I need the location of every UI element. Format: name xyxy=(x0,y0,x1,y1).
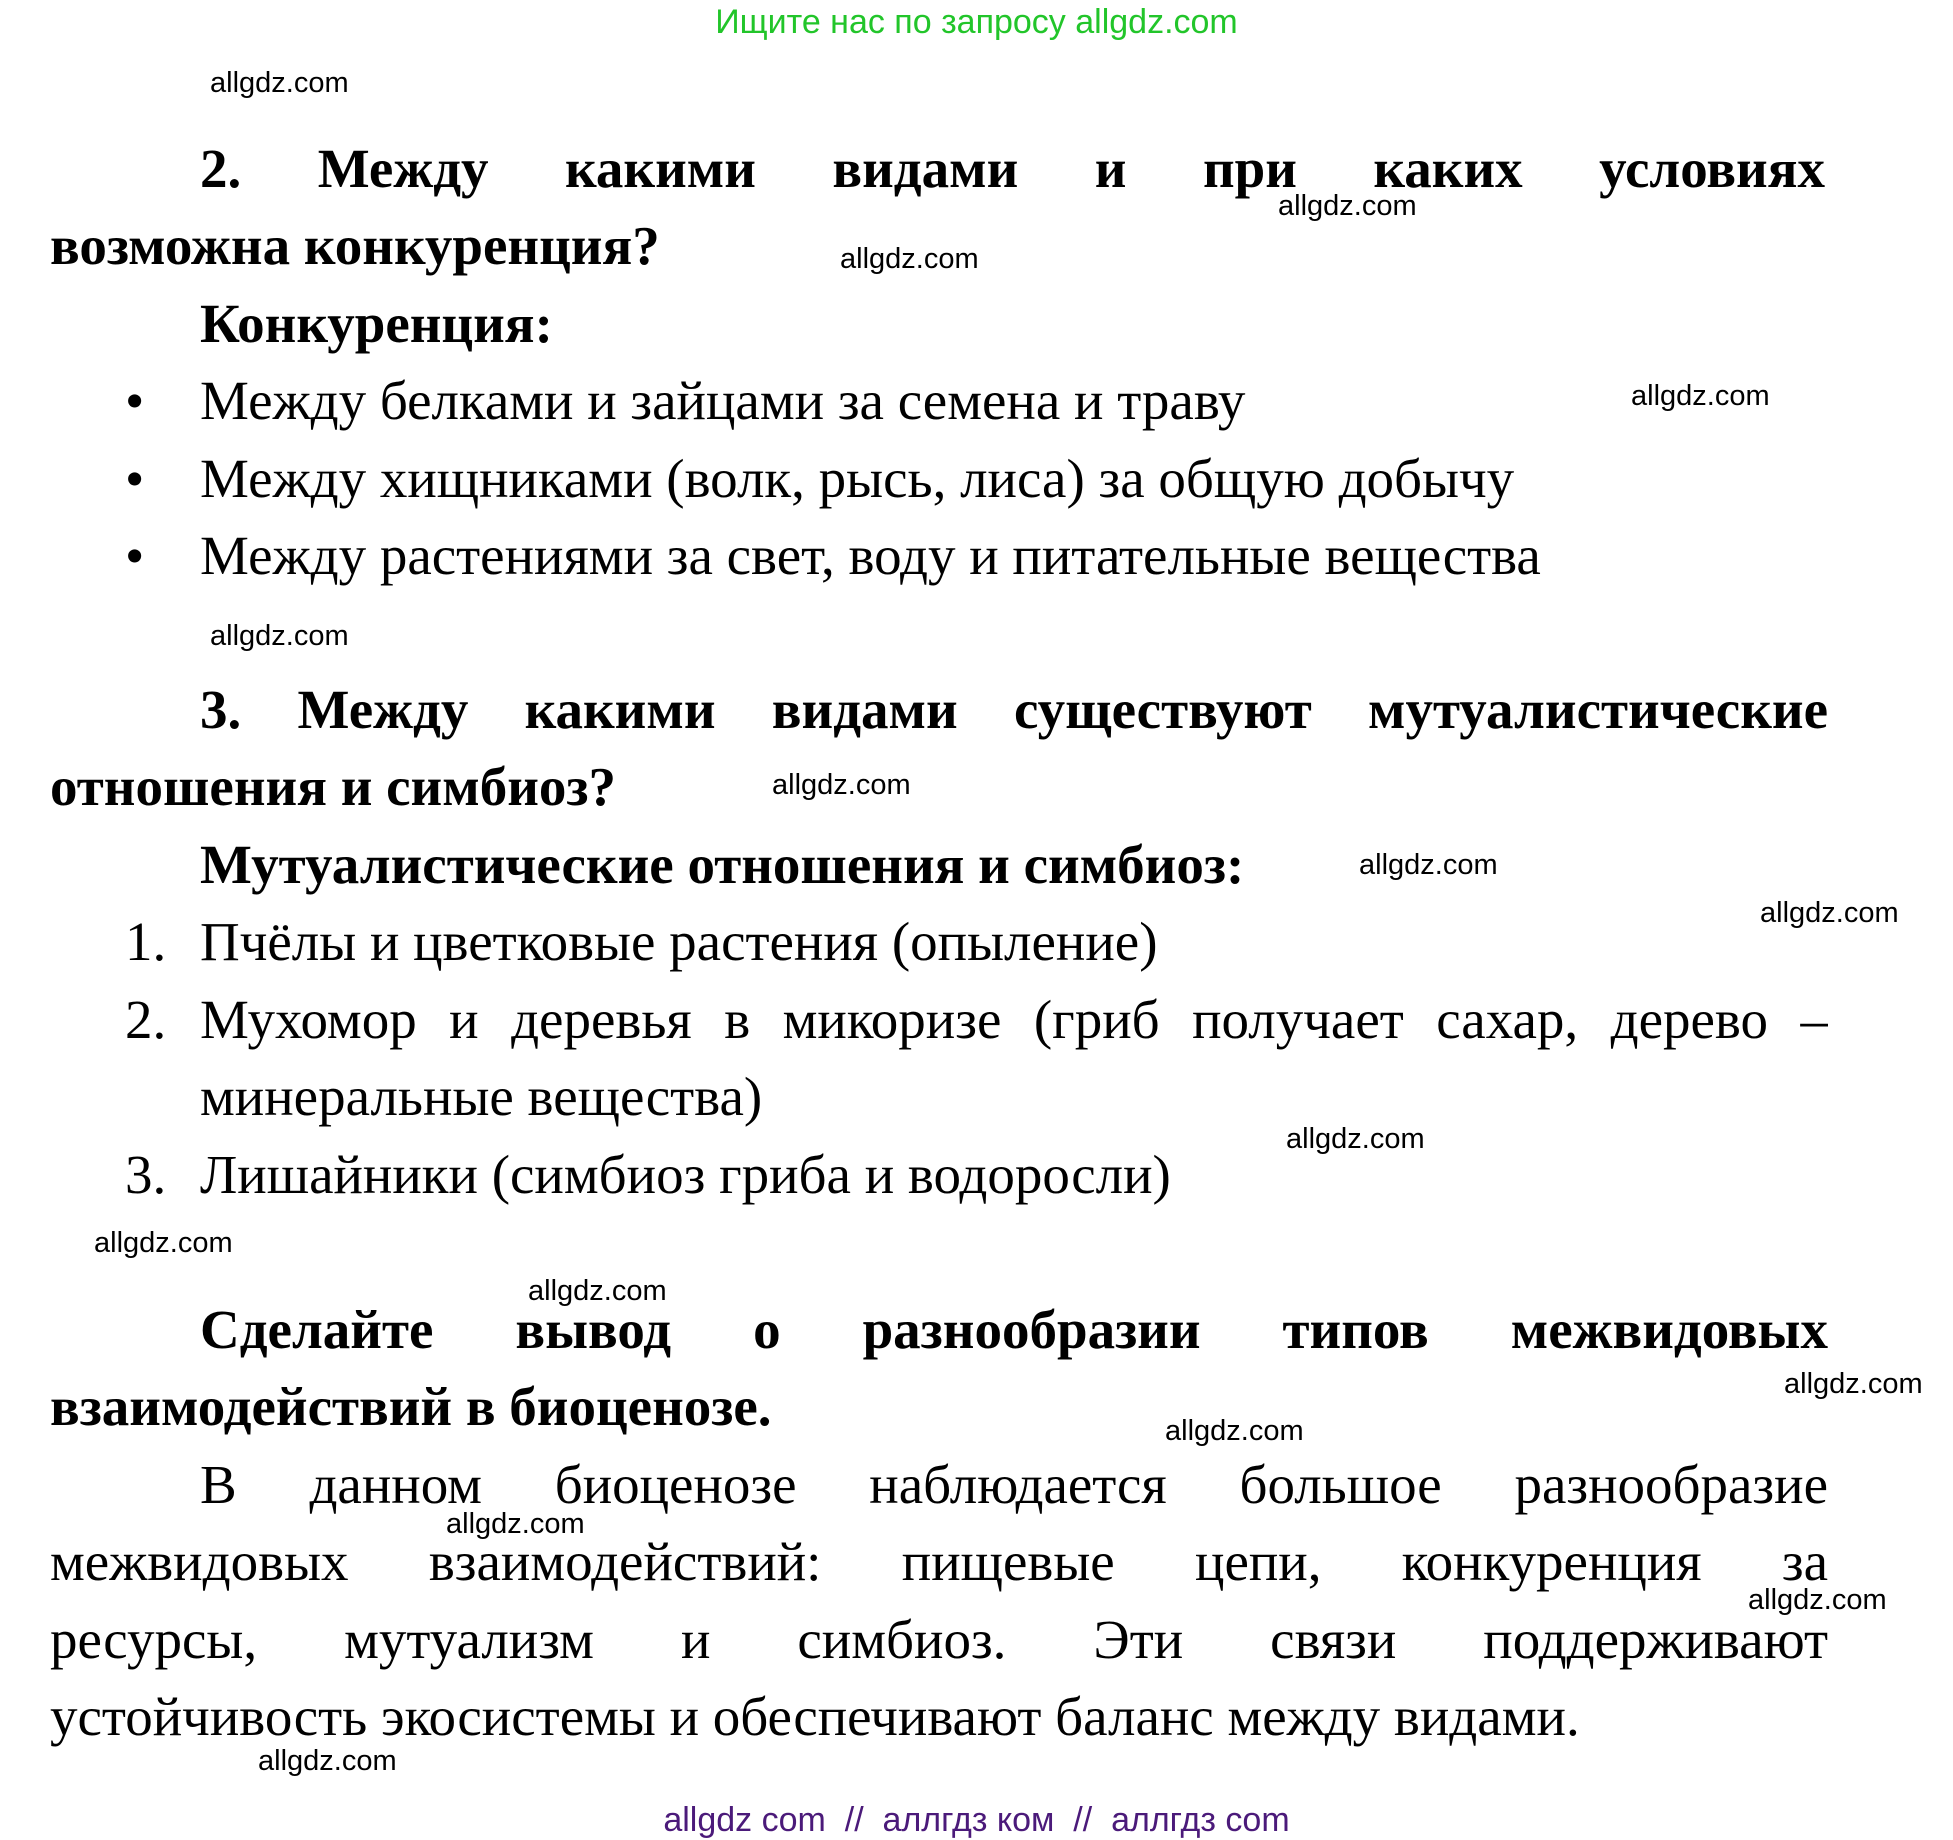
conclusion-text-line: межвидовых взаимодействий: пищевые цепи, конкуренция за xyxy=(50,1531,1828,1592)
bullet-icon: • xyxy=(125,370,145,431)
watermark: allgdz.com xyxy=(528,1275,667,1307)
conclusion-text-line: ресурсы, мутуализм и симбиоз. Эти связи поддерживают xyxy=(50,1609,1828,1670)
bullet-icon: • xyxy=(125,448,145,509)
list-item: Лишайники (симбиоз гриба и водоросли) xyxy=(200,1144,1171,1205)
list-item: Пчёлы и цветковые растения (опыление) xyxy=(200,911,1158,972)
footer-banner: allgdz com // аллгдз ком // аллгдз com xyxy=(663,1801,1290,1839)
bullet-item: Между хищниками (волк, рысь, лиса) за общую добычу xyxy=(200,448,1515,509)
conclusion-question-line-2: взаимодействий в биоценозе. xyxy=(50,1376,772,1437)
header-banner: Ищите нас по запросу allgdz.com xyxy=(715,3,1238,41)
watermark: allgdz.com xyxy=(1631,380,1770,412)
watermark: allgdz.com xyxy=(258,1745,397,1777)
competition-heading: Конкуренция: xyxy=(200,293,553,354)
list-item: Мухомор и деревья в микоризе (гриб получает сахар, дерево – xyxy=(200,989,1828,1050)
mutualism-heading: Мутуалистические отношения и симбиоз: xyxy=(200,834,1245,895)
list-number: 3. xyxy=(125,1144,167,1205)
watermark: allgdz.com xyxy=(446,1508,585,1540)
watermark: allgdz.com xyxy=(1760,897,1899,929)
bullet-item: Между белками и зайцами за семена и траву xyxy=(200,370,1246,431)
conclusion-question-line-1: Сделайте вывод о разнообразии типов межвидовых xyxy=(200,1299,1828,1360)
question-2-line-1: 2. Между какими видами и при каких условиях xyxy=(200,138,1825,199)
bullet-icon: • xyxy=(125,525,145,586)
list-item-continued: минеральные вещества) xyxy=(200,1066,763,1127)
watermark: allgdz.com xyxy=(1784,1368,1923,1400)
watermark: allgdz.com xyxy=(840,243,979,275)
watermark: allgdz.com xyxy=(1748,1584,1887,1616)
watermark: allgdz.com xyxy=(1359,849,1498,881)
list-number: 2. xyxy=(125,989,167,1050)
question-3-line-1: 3. Между какими видами существуют мутуалистические xyxy=(200,679,1828,740)
list-number: 1. xyxy=(125,911,167,972)
watermark: allgdz.com xyxy=(1165,1415,1304,1447)
question-3-line-2: отношения и симбиоз? xyxy=(50,756,617,817)
watermark: allgdz.com xyxy=(772,769,911,801)
question-2-line-2: возможна конкуренция? xyxy=(50,215,660,276)
conclusion-text-line: устойчивость экосистемы и обеспечивают баланс между видами. xyxy=(50,1686,1580,1747)
watermark: allgdz.com xyxy=(94,1227,233,1259)
watermark: allgdz.com xyxy=(210,67,349,99)
bullet-item: Между растениями за свет, воду и питательные вещества xyxy=(200,525,1541,586)
watermark: allgdz.com xyxy=(210,620,349,652)
watermark: allgdz.com xyxy=(1278,190,1417,222)
conclusion-text-line: В данном биоценозе наблюдается большое разнообразие xyxy=(200,1454,1828,1515)
watermark: allgdz.com xyxy=(1286,1123,1425,1155)
